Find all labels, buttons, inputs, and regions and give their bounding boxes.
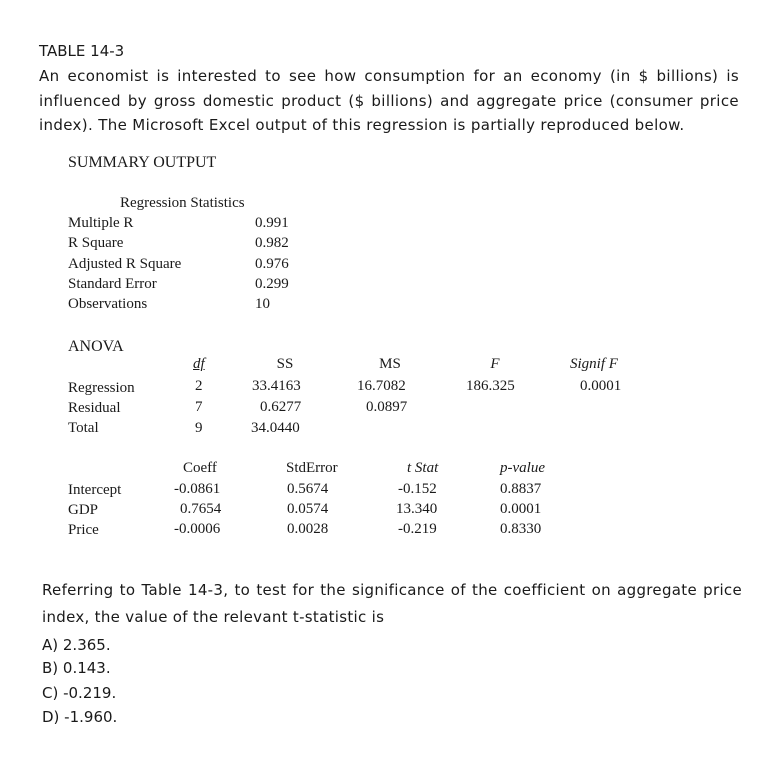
coef-cell-coeff: 0.7654: [180, 501, 222, 517]
stat-label: R Square: [68, 235, 124, 251]
anova-row-label: Regression: [68, 380, 135, 396]
table-label: TABLE 14-3: [39, 42, 125, 60]
anova-cell-ss: 0.6277: [260, 399, 302, 415]
coef-header-stderror: StdError: [286, 460, 338, 476]
stat-value: 0.991: [255, 215, 289, 231]
coef-cell-stderror: 0.0028: [287, 521, 329, 537]
stat-label: Standard Error: [68, 276, 157, 292]
anova-cell-df: 9: [195, 420, 203, 436]
stat-label: Observations: [68, 296, 148, 312]
coef-header-coeff: Coeff: [183, 460, 217, 476]
coef-cell-t-stat: 13.340: [396, 501, 438, 517]
anova-row-label: Total: [68, 420, 99, 436]
coef-cell-p-value: 0.8330: [500, 521, 542, 537]
anova-cell-signif-f: 0.0001: [580, 378, 622, 394]
coef-cell-p-value: 0.0001: [500, 501, 542, 517]
answer-option-c[interactable]: C) -0.219.: [42, 684, 117, 702]
coef-cell-coeff: -0.0861: [174, 481, 221, 497]
coef-header-p-value: p-value: [500, 460, 545, 476]
anova-cell-df: 7: [195, 399, 203, 415]
anova-cell-ss: 33.4163: [252, 378, 301, 394]
intro-paragraph: An economist is interested to see how consumption for an economy (in $ billions) is influenced by gross domestic product ($ billions) and aggregate price (consumer price index). The Microsoft Excel output of this regression is partially reproduced below.: [39, 67, 739, 134]
anova-row-label: Residual: [68, 400, 121, 416]
anova-header-ms: MS: [379, 356, 401, 372]
anova-cell-ms: 16.7082: [357, 378, 406, 394]
regression-statistics-title: Regression Statistics: [120, 195, 245, 211]
coef-cell-p-value: 0.8837: [500, 481, 542, 497]
coef-row-label: GDP: [68, 502, 99, 518]
coef-row-label: Intercept: [68, 482, 122, 498]
anova-header-signif-f: Signif F: [570, 356, 618, 372]
stat-value: 0.982: [255, 235, 289, 251]
question-text: Referring to Table 14-3, to test for the significance of the coefficient on aggregate price index, the value of the relevant t-statistic is: [42, 581, 742, 626]
stat-value: 0.299: [255, 276, 289, 292]
stat-label: Multiple R: [68, 215, 134, 231]
coef-cell-coeff: -0.0006: [174, 521, 221, 537]
anova-cell-f: 186.325: [466, 378, 515, 394]
coef-cell-t-stat: -0.219: [398, 521, 437, 537]
anova-cell-ms: 0.0897: [366, 399, 408, 415]
anova-cell-ss: 34.0440: [251, 420, 300, 436]
coef-cell-stderror: 0.0574: [287, 501, 329, 517]
stat-value: 10: [255, 296, 270, 312]
coef-cell-t-stat: -0.152: [398, 481, 437, 497]
stat-label: Adjusted R Square: [68, 256, 182, 272]
summary-title: SUMMARY OUTPUT: [68, 154, 217, 171]
answer-option-d[interactable]: D) -1.960.: [42, 708, 118, 726]
coef-row-label: Price: [68, 522, 99, 538]
anova-header-ss: SS: [276, 356, 294, 372]
answer-option-b[interactable]: B) 0.143.: [42, 659, 111, 677]
answer-option-a[interactable]: A) 2.365.: [42, 636, 111, 654]
coef-header-t-stat: t Stat: [407, 460, 439, 476]
coef-cell-stderror: 0.5674: [287, 481, 329, 497]
stat-value: 0.976: [255, 256, 289, 272]
anova-header-f: F: [490, 356, 500, 372]
anova-title: ANOVA: [68, 338, 124, 355]
anova-header-df: df: [193, 356, 205, 372]
anova-cell-df: 2: [195, 378, 203, 394]
